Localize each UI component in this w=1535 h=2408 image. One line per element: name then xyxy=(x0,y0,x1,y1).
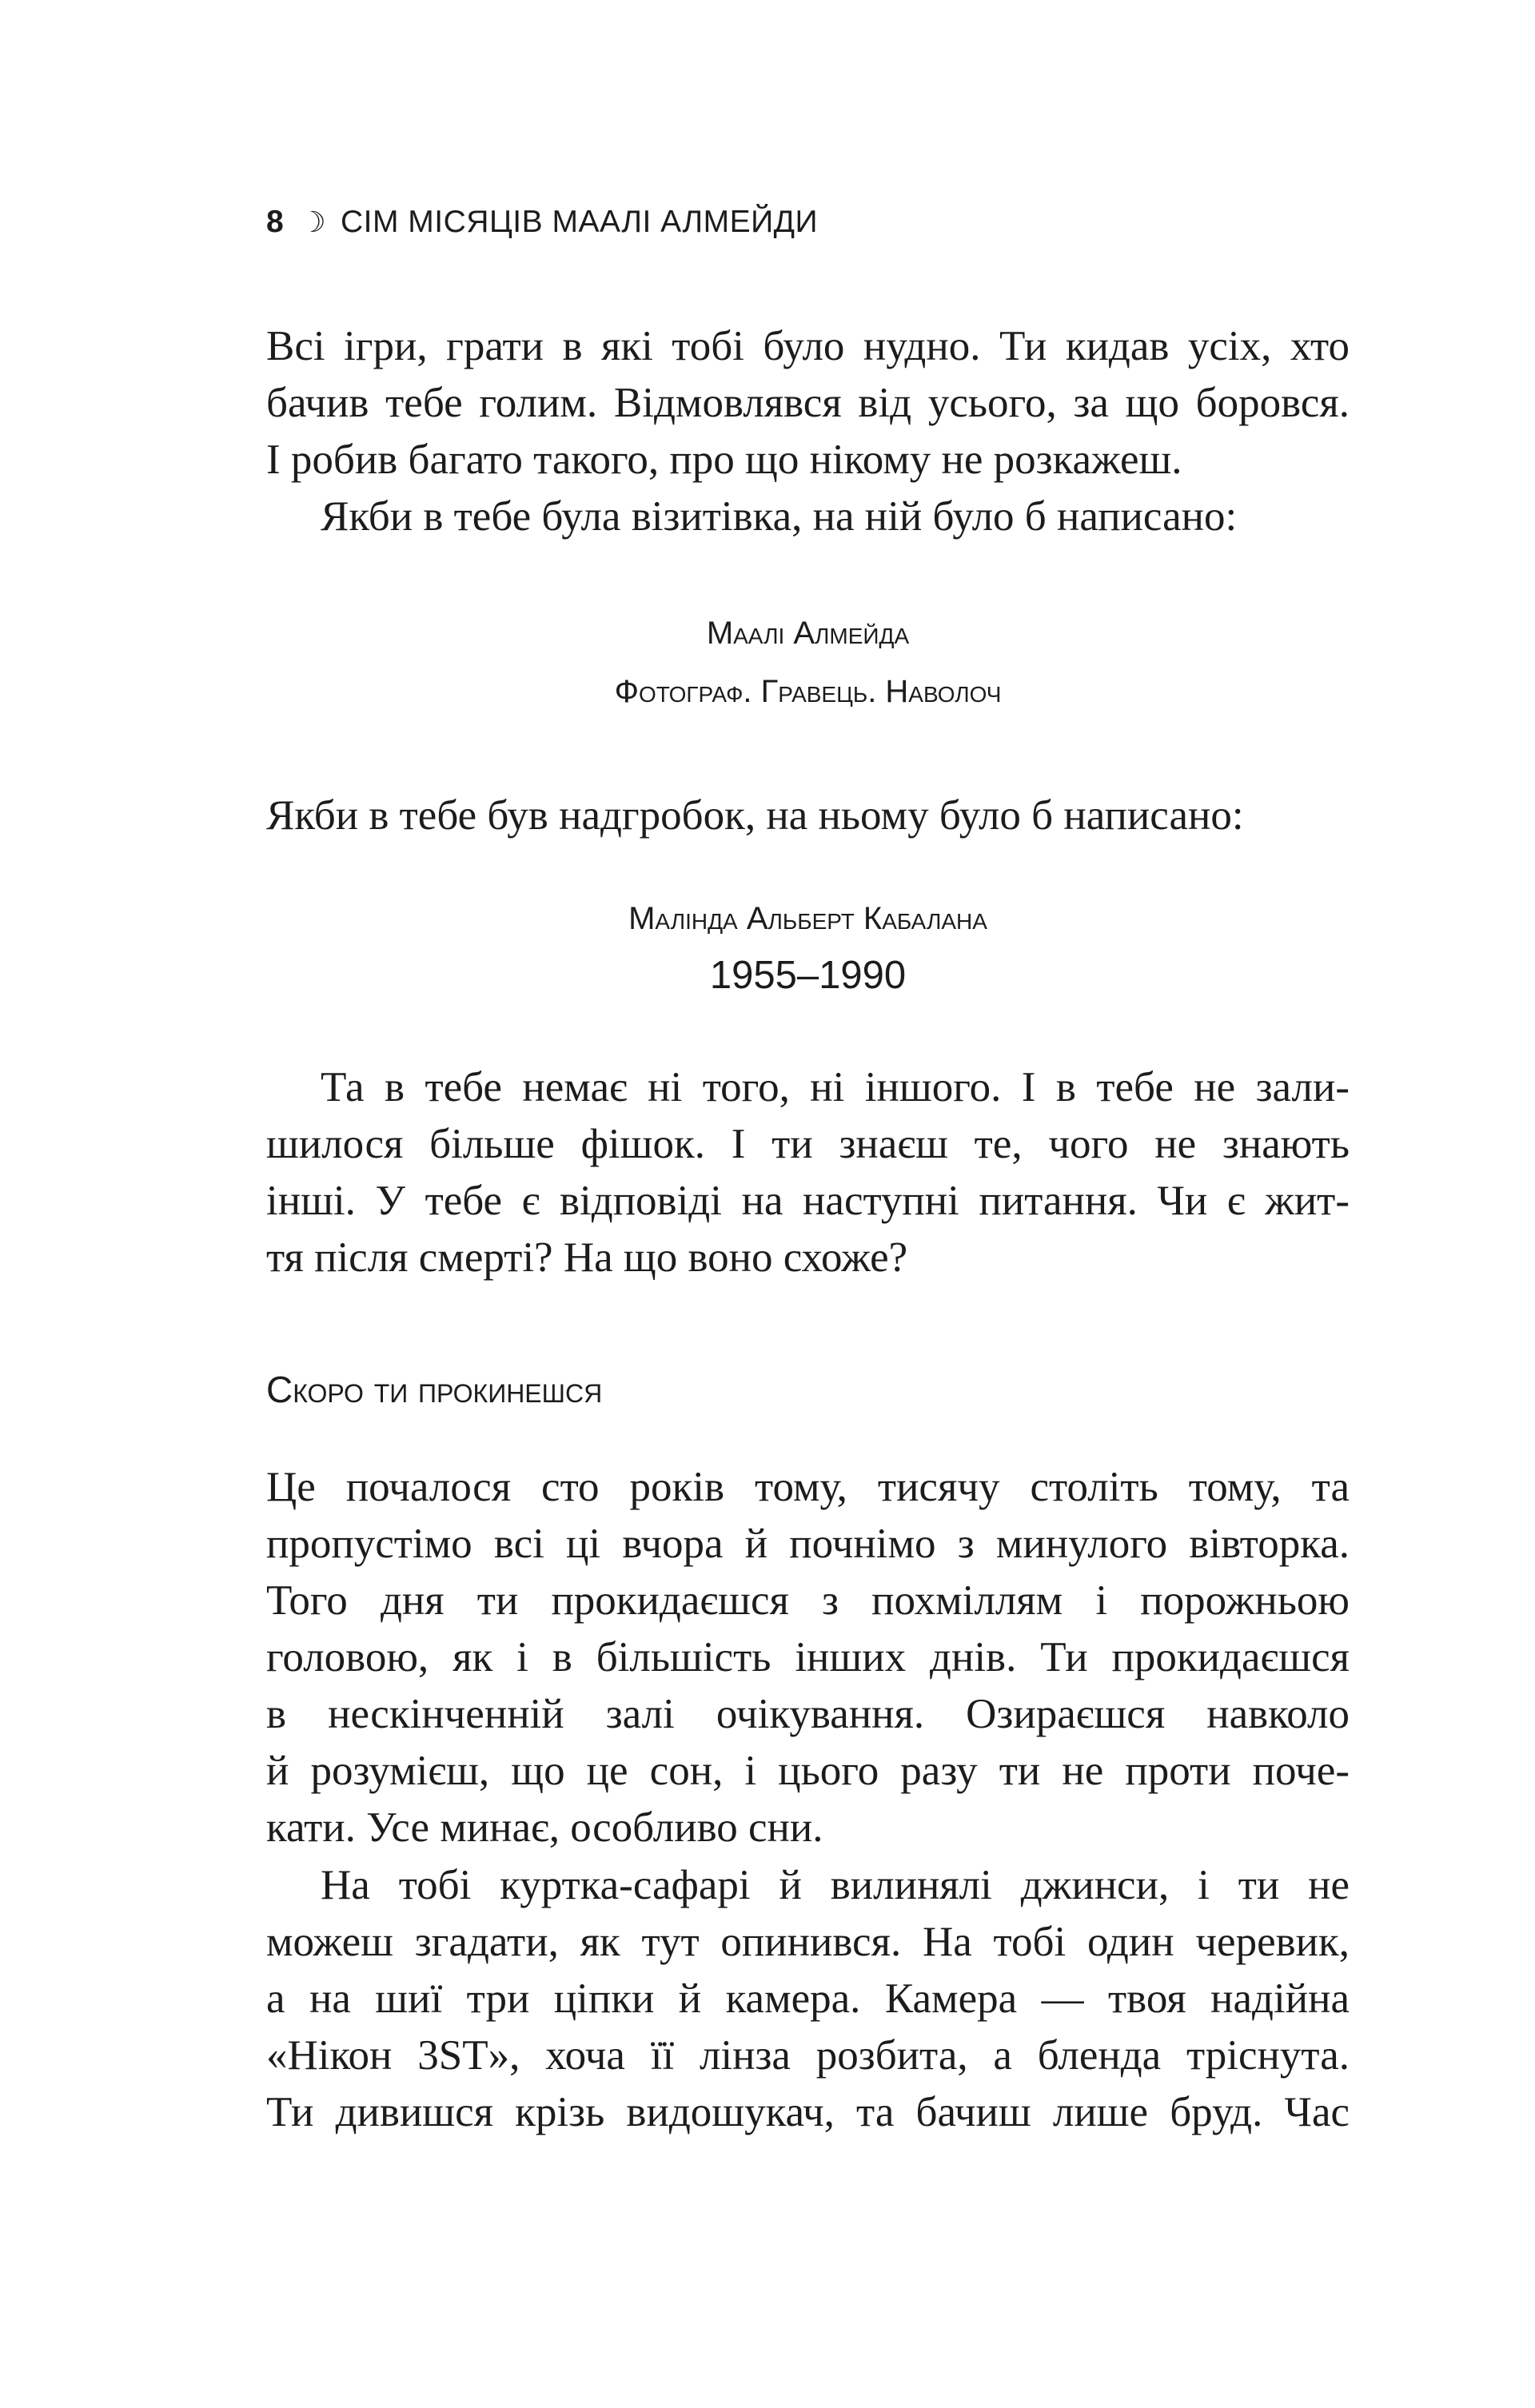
tombstone-dates: 1955–1990 xyxy=(709,954,907,997)
paragraph-3 xyxy=(266,787,1350,844)
text-line: бачив тебе голим. Відмовлявся від усього, за що боровся. xyxy=(266,380,1350,426)
paragraph-4 xyxy=(266,1059,1350,1286)
card-name: Маалі Алмейда xyxy=(706,616,910,651)
text-line: тя після смерті? На що воно схоже? xyxy=(266,1234,908,1281)
text-line: Ти дивишся крізь видошукач, та бачиш лише бруд. Час xyxy=(266,2089,1350,2135)
section-heading: Скоро ти прокинешся xyxy=(266,1369,603,1410)
text-line: На тобі куртка-сафарі й вилинялі джинси, і ти не xyxy=(321,1862,1350,1908)
text-line: Того дня ти прокидаєшся з похміллям і порожньою xyxy=(266,1577,1350,1624)
card-titles: Фотограф. Гравець. Наволоч xyxy=(614,674,1002,709)
text-line: головою, як і в більшість інших днів. Ти прокидаєшся xyxy=(266,1634,1350,1680)
text-line: І робив багато такого, про що нікому не розкажеш. xyxy=(266,437,1182,483)
text-line: Якби в тебе був надгробок, на ньому було б написано: xyxy=(266,792,1244,839)
text-line: Це почалося сто років тому, тисячу століть тому, та xyxy=(266,1464,1350,1510)
paragraph-6 xyxy=(266,1857,1350,2141)
moon-icon: ☽ xyxy=(300,205,326,238)
running-head xyxy=(266,206,818,237)
text-line: Всі ігри, грати в які тобі було нудно. Ти кидав усіх, хто xyxy=(266,323,1350,369)
text-line: Якби в тебе була візитівка, на ній було б написано: xyxy=(321,493,1238,540)
text-line: Та в тебе немає ні того, ні іншого. І в тебе не зали- xyxy=(321,1064,1350,1110)
page-number: 8 xyxy=(266,205,285,239)
text-line: «Нікон 3ST», хоча її лінза розбита, а бленда тріснута. xyxy=(266,2032,1350,2079)
paragraph-5 xyxy=(266,1459,1350,1856)
tombstone-name: Малінда Альберт Кабалана xyxy=(628,901,987,936)
text-line: можеш згадати, як тут опинився. На тобі один черевик, xyxy=(266,1919,1350,1965)
text-line: шилося більше фішок. І ти знаєш те, чого не знають xyxy=(266,1121,1350,1167)
paragraph-1 xyxy=(266,318,1350,488)
text-line: пропустімо всі ці вчора й почнімо з минулого вівторка. xyxy=(266,1521,1350,1567)
book-title: СІМ МІСЯЦІВ МААЛІ АЛМЕЙДИ xyxy=(340,205,819,239)
text-line: й розумієш, що це сон, і цього разу ти не проти поче- xyxy=(266,1748,1350,1794)
text-line: в нескінченній залі очікування. Озираєшся навколо xyxy=(266,1691,1350,1737)
text-line: кати. Усе минає, особливо сни. xyxy=(266,1804,823,1851)
paragraph-2 xyxy=(266,488,1350,545)
text-line: інші. У тебе є відповіді на наступні питання. Чи є жит- xyxy=(266,1178,1350,1224)
text-line: а на шиї три ціпки й камера. Камера — твоя надійна xyxy=(266,1975,1350,2022)
